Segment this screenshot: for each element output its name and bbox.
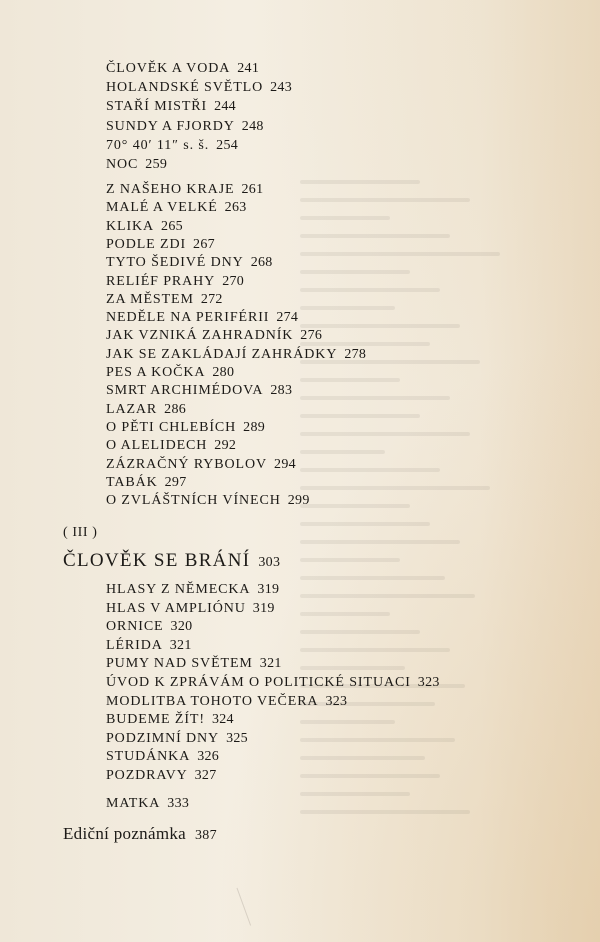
toc-entry-page: 297 <box>164 474 187 490</box>
show-through-line <box>300 324 460 328</box>
toc-entry <box>106 364 234 382</box>
toc-entry-page: 327 <box>194 768 217 783</box>
toc-entry <box>106 254 273 272</box>
toc-entry-page: 292 <box>214 438 237 454</box>
toc-entry-title: NEDĚLE NA PERIFÉRII <box>106 310 270 326</box>
toc-entry-title: ZA MĚSTEM <box>106 291 194 307</box>
editorial-note-page: 387 <box>195 828 217 843</box>
toc-entry <box>106 291 223 309</box>
show-through-line <box>300 558 400 562</box>
toc-entry-page: 248 <box>241 118 264 134</box>
show-through-line <box>300 396 450 400</box>
show-through-line <box>300 522 430 526</box>
toc-entry <box>106 199 247 217</box>
toc-entry-page: 326 <box>197 749 220 765</box>
toc-entry-title: O ALELIDECH <box>106 438 208 454</box>
toc-entry <box>106 492 310 510</box>
toc-entry-title: TABÁK <box>106 474 158 490</box>
toc-entry-title: BUDEME ŽÍT! <box>106 712 205 728</box>
toc-entry-title: ORNICE <box>106 619 164 635</box>
toc-entry-page: 294 <box>274 456 296 472</box>
toc-entry <box>106 137 238 155</box>
toc-entry <box>106 674 440 692</box>
toc-entry-page: 274 <box>276 310 299 326</box>
show-through-line <box>300 270 410 274</box>
toc-entry <box>106 618 192 636</box>
toc-entry <box>106 767 217 785</box>
toc-entry-page: 278 <box>344 346 367 362</box>
toc-entry-title: HLASY Z NĚMECKA <box>106 582 251 597</box>
toc-entry <box>106 401 186 419</box>
toc-entry-page: 254 <box>216 137 239 153</box>
toc-entry <box>106 711 234 729</box>
toc-entry-page: 320 <box>170 619 193 635</box>
toc-entry-title: NOC <box>106 157 139 172</box>
toc-entry <box>106 730 248 748</box>
toc-entry <box>106 236 215 254</box>
show-through-line <box>300 720 395 724</box>
show-through-line <box>300 378 400 382</box>
toc-entry-title: RELIÉF PRAHY <box>106 273 216 289</box>
toc-entry-page: 289 <box>243 419 266 435</box>
show-through-line <box>300 612 390 616</box>
toc-entry-page: 241 <box>237 61 260 76</box>
toc-entry <box>106 346 366 364</box>
toc-entry-title: LAZAR <box>106 401 158 417</box>
toc-entry-page: 244 <box>214 99 236 115</box>
toc-entry-title: Z NAŠEHO KRAJE <box>106 182 235 197</box>
toc-entry-title: SUNDY A FJORDY <box>106 118 235 134</box>
show-through-line <box>300 450 385 454</box>
toc-entry-title: MALÉ A VELKÉ <box>106 200 218 216</box>
editorial-note-title: Ediční poznámka <box>63 824 186 843</box>
toc-entry <box>106 218 183 236</box>
toc-entry-page: 321 <box>259 656 282 672</box>
toc-entry-title: TYTO ŠEDIVÉ DNY <box>106 255 244 271</box>
toc-entry-page: 319 <box>252 600 275 616</box>
toc-entry-page: 268 <box>250 255 273 271</box>
toc-entry-page: 299 <box>287 493 310 509</box>
toc-entry-page: 261 <box>241 182 264 197</box>
toc-entry <box>106 273 244 291</box>
show-through-line <box>300 216 390 220</box>
toc-entry-title: STUDÁNKA <box>106 749 191 765</box>
toc-entry-title: KLIKA <box>106 218 155 234</box>
show-through-line <box>300 810 470 814</box>
toc-entry-page: 324 <box>211 712 234 728</box>
toc-entry-page: 333 <box>167 796 190 811</box>
show-through-line <box>300 288 440 292</box>
toc-entry-title: STAŘÍ MISTŘI <box>106 99 208 115</box>
toc-entry-title: POZDRAVY <box>106 768 188 783</box>
toc-entry-title: JAK SE ZAKLÁDAJÍ ZAHRÁDKY <box>106 346 338 362</box>
toc-entry-page: 323 <box>417 675 440 690</box>
toc-entry-title: PODZIMNÍ DNY <box>106 730 220 746</box>
show-through-line <box>300 630 420 634</box>
toc-entry-page: 259 <box>145 157 168 172</box>
show-through-line <box>300 468 440 472</box>
toc-entry <box>106 327 322 345</box>
toc-entry-page: 263 <box>224 200 247 216</box>
show-through-line <box>300 594 475 598</box>
toc-entry <box>106 748 219 766</box>
toc-entry <box>106 79 292 97</box>
toc-entry <box>106 118 264 136</box>
toc-entry-page: 321 <box>169 637 192 653</box>
toc-entry-title: PUMY NAD SVĚTEM <box>106 656 253 672</box>
toc-entry-title: ČLOVĚK A VODA <box>106 61 231 76</box>
part-page-number: 303 <box>258 555 281 570</box>
toc-entry <box>106 655 282 673</box>
toc-entry <box>106 98 236 116</box>
toc-entry <box>106 419 265 437</box>
show-through-line <box>300 792 410 796</box>
toc-entry-title: HLAS V AMPLIÓNU <box>106 600 246 616</box>
show-through-line <box>300 180 420 184</box>
toc-entry-title: PES A KOČKA <box>106 365 206 380</box>
toc-entry-page: 267 <box>193 236 215 252</box>
part-heading <box>63 550 280 572</box>
toc-entry-page: 243 <box>270 80 293 96</box>
show-through-line <box>300 252 500 256</box>
part-number: ( III ) <box>63 525 98 540</box>
part-title: ČLOVĚK SE BRÁNÍ <box>63 550 251 571</box>
toc-entry-page: 280 <box>212 365 235 380</box>
toc-entry-title: ZÁZRAČNÝ RYBOLOV <box>106 456 268 472</box>
show-through-line <box>300 234 450 238</box>
toc-entry-title: SMRT ARCHIMÉDOVA <box>106 383 264 399</box>
toc-entry-title: 70° 40′ 11″ s. š. <box>106 137 210 153</box>
toc-entry-title: MODLITBA TOHOTO VEČERA <box>106 693 319 709</box>
show-through-line <box>300 486 490 490</box>
show-through-line <box>300 576 445 580</box>
toc-entry <box>106 474 187 492</box>
toc-entry <box>106 456 296 474</box>
toc-entry-page: 325 <box>226 730 248 746</box>
toc-entry <box>106 437 236 455</box>
toc-entry <box>106 156 167 174</box>
show-through-line <box>300 648 450 652</box>
toc-entry-page: 323 <box>325 693 348 709</box>
toc-entry <box>106 309 298 327</box>
show-through-line <box>300 666 405 670</box>
paper-crease <box>236 884 260 925</box>
show-through-line <box>300 756 425 760</box>
toc-entry <box>106 600 275 618</box>
toc-entry-page: 270 <box>222 273 245 289</box>
toc-entry <box>106 795 189 813</box>
toc-entry-page: 276 <box>300 328 323 344</box>
toc-entry <box>106 181 263 199</box>
toc-entry <box>106 637 192 655</box>
toc-entry <box>106 581 279 599</box>
toc-entry-title: O ZVLÁŠTNÍCH VÍNECH <box>106 493 281 509</box>
toc-entry-title: MATKA <box>106 796 161 811</box>
show-through-line <box>300 306 395 310</box>
toc-entry-title: HOLANDSKÉ SVĚTLO <box>106 80 264 96</box>
show-through-line <box>300 540 460 544</box>
toc-entry-title: JAK VZNIKÁ ZAHRADNÍK <box>106 328 294 344</box>
toc-entry-page: 265 <box>161 218 183 234</box>
toc-entry <box>106 60 259 78</box>
toc-entry-page: 283 <box>270 383 293 399</box>
toc-entry-title: O PĚTI CHLEBÍCH <box>106 419 237 435</box>
toc-entry-title: ÚVOD K ZPRÁVÁM O POLITICKÉ SITUACI <box>106 675 411 690</box>
show-through-line <box>300 504 410 508</box>
toc-entry-title: PODLE ZDI <box>106 236 187 252</box>
show-through-line <box>300 432 470 436</box>
show-through-line <box>300 198 470 202</box>
editorial-note-entry <box>63 824 217 844</box>
toc-entry-title: LÉRIDA <box>106 637 163 653</box>
show-through-text <box>300 180 560 880</box>
toc-entry-page: 286 <box>164 401 187 417</box>
toc-entry <box>106 382 292 400</box>
show-through-line <box>300 774 440 778</box>
show-through-line <box>300 414 420 418</box>
toc-entry <box>106 693 347 711</box>
show-through-line <box>300 738 455 742</box>
toc-entry-page: 319 <box>257 582 280 597</box>
toc-entry-page: 272 <box>200 291 223 307</box>
